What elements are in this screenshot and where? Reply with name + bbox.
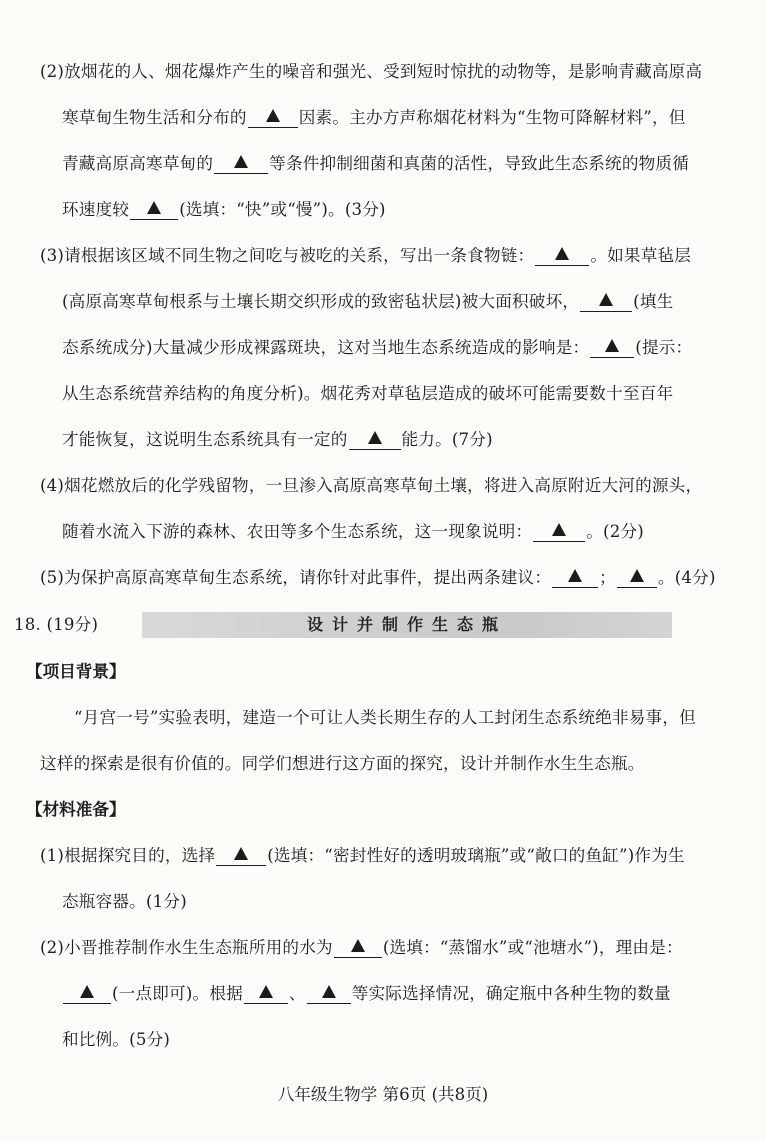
answer-blank[interactable]	[533, 523, 585, 542]
triangle-icon	[351, 939, 365, 952]
materials-q2-line-2: (一点即可)。根据 、 等实际选择情况，确定瓶中各种生物的数量	[62, 982, 671, 1006]
answer-blank[interactable]	[214, 155, 268, 174]
section-banner	[142, 612, 672, 638]
q5-line-1: (5)为保护高原高寒草甸生态系统，请你针对此事件，提出两条建议： ； 。(4分)	[40, 568, 716, 587]
q4-line-1: (4)烟花燃放后的化学残留物，一旦渗入高原高寒草甸土壤，将进入高原附近大河的源头，	[40, 476, 703, 495]
triangle-icon	[555, 247, 569, 260]
answer-blank[interactable]	[590, 339, 634, 358]
answer-blank[interactable]	[63, 985, 111, 1004]
triangle-icon	[599, 293, 613, 306]
triangle-icon	[552, 523, 566, 536]
answer-blank[interactable]	[216, 847, 266, 866]
triangle-icon	[80, 985, 94, 998]
q4-line-2: 随着水流入下游的森林、农田等多个生态系统，这一现象说明： 。(2分)	[62, 522, 644, 541]
answer-blank[interactable]	[617, 569, 657, 588]
triangle-icon	[322, 985, 336, 998]
materials-q1-line-2: 态瓶容器。(1分)	[62, 892, 187, 911]
answer-blank[interactable]	[130, 201, 178, 220]
page-footer: 八年级生物学 第6页 (共8页)	[277, 1085, 489, 1104]
answer-blank[interactable]	[580, 293, 632, 312]
materials-q1-line-1: (1)根据探究目的，选择 (选填：“密封性好的透明玻璃瓶”或“敞口的鱼缸”)作为生	[40, 846, 685, 865]
triangle-icon	[605, 339, 619, 352]
materials-q2-line-1: (2)小晋推荐制作水生生态瓶所用的水为 (选填：“蒸馏水”或“池塘水”)，理由是：	[40, 938, 683, 957]
answer-blank[interactable]	[552, 569, 598, 588]
answer-blank[interactable]	[307, 985, 351, 1004]
background-line-1: “月宫一号”实验表明，建造一个可让人类长期生存的人工封闭生态系统绝非易事，但	[74, 708, 696, 727]
q2-line-3: 青藏高原高寒草甸的 等条件抑制细菌和真菌的活性，导致此生态系统的物质循	[62, 154, 689, 173]
answer-blank[interactable]	[349, 431, 401, 450]
q3-line-1: (3)请根据该区域不同生物之间吃与被吃的关系，写出一条食物链： 。如果草毡层	[40, 246, 692, 265]
triangle-icon	[234, 155, 248, 168]
background-heading: 【项目背景】	[26, 662, 126, 681]
q3-line-2: (高原高寒草甸根系与土壤长期交织形成的致密毡状层)被大面积破坏， (填生	[62, 292, 674, 311]
triangle-icon	[234, 847, 248, 860]
q2-line-1: (2)放烟花的人、烟花爆炸产生的噪音和强光、受到短时惊扰的动物等，是影响青藏高原高	[40, 62, 703, 81]
background-line-2: 这样的探索是很有价值的。同学们想进行这方面的探究，设计并制作水生生态瓶。	[40, 754, 645, 773]
materials-heading: 【材料准备】	[26, 800, 126, 819]
answer-blank[interactable]	[244, 985, 288, 1004]
section-title: 设计并制作生态瓶	[306, 615, 507, 634]
triangle-icon	[568, 569, 582, 582]
answer-blank[interactable]	[535, 247, 589, 266]
triangle-icon	[368, 431, 382, 444]
answer-blank[interactable]	[334, 939, 382, 958]
triangle-icon	[259, 985, 273, 998]
q3-line-4: 从生态系统营养结构的角度分析)。烟花秀对草毡层造成的破坏可能需要数十至百年	[62, 384, 674, 403]
question-number: 18. (19分)	[14, 615, 99, 634]
triangle-icon	[266, 109, 280, 122]
q2-line-4: 环速度较 (选填：“快”或“慢”)。(3分)	[62, 200, 386, 219]
materials-q2-line-3: 和比例。(5分)	[62, 1030, 171, 1049]
answer-blank[interactable]	[248, 109, 298, 128]
q3-line-5: 才能恢复，这说明生态系统具有一定的 能力。(7分)	[62, 430, 493, 449]
triangle-icon	[630, 569, 644, 582]
q2-line-2: 寒草甸生物生活和分布的 因素。主办方声称烟花材料为“生物可降解材料”，但	[62, 108, 686, 127]
q3-line-3: 态系统成分)大量减少形成裸露斑块，这对当地生态系统造成的影响是： (提示：	[62, 338, 693, 357]
triangle-icon	[147, 201, 161, 214]
